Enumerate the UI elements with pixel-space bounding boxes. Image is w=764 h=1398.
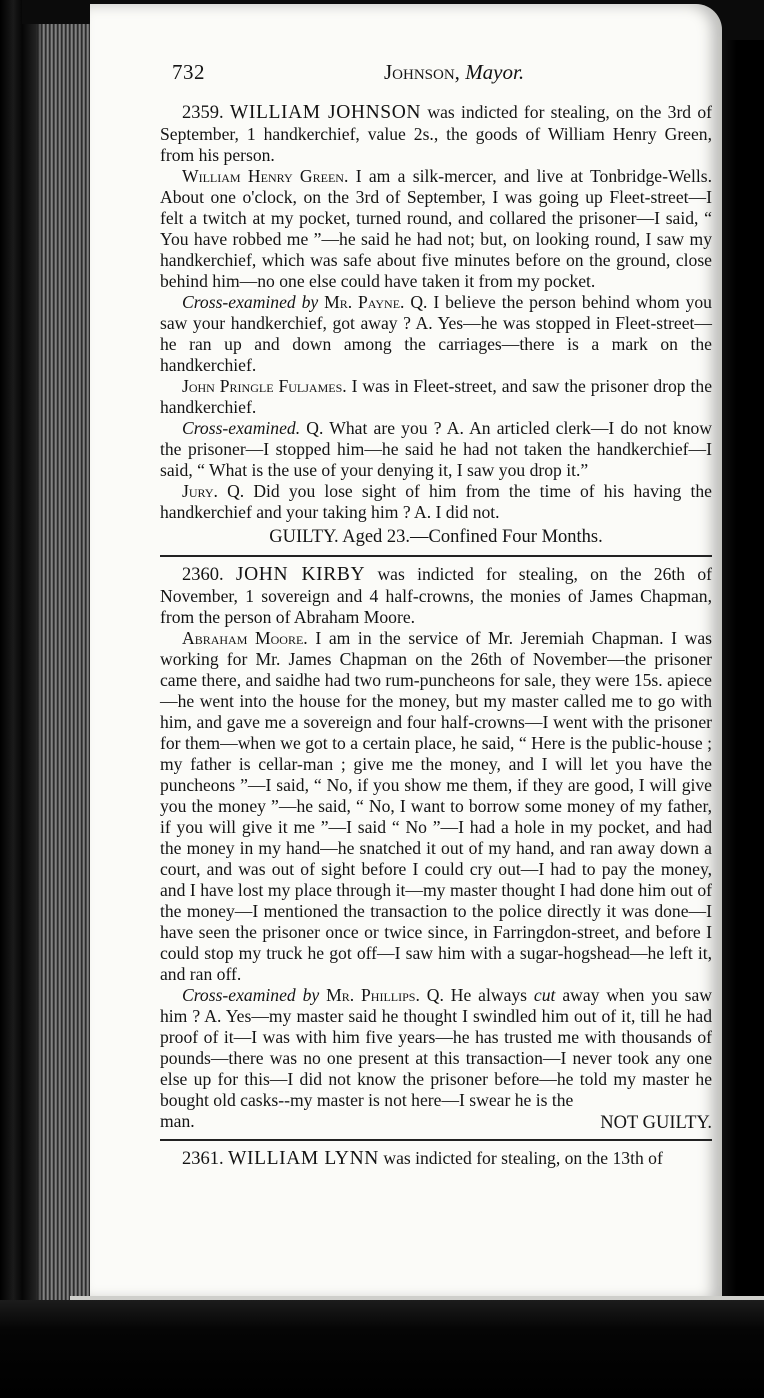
- cross-exam-paragraph: [160, 985, 712, 1111]
- indictment-text: was indicted for stealing, on the 13th of: [383, 1148, 663, 1168]
- bottom-shadow: [0, 1300, 764, 1398]
- page-content: [160, 60, 712, 1170]
- testimony-text: Q. He always: [426, 985, 528, 1005]
- defendant-name: WILLIAM JOHNSON: [229, 102, 422, 123]
- testimony-text: I am in the service of Mr. Jeremiah Chapman. I was working for Mr. James Chapman on the 26th of November—the prisoner came there, and saidhe had two rum-puncheons for sale, they were 15s. apiece—he went into the house for the money, but my master called me to go with him, and gave me a sovereign and four half-crowns—I went with the prisoner for them—when we got to a certain place, he said, “ Here is the public-house ; my father is cellar-man ; give me the money, and I will let you have the puncheons ”—I said, “ No, if you show me them, if they are good, I will give you the money ”—he said, “ No, I want to borrow some money of my father, if you will give it me ”—I said “ No ”—I had a hole in my pocket, and had the money in my hand—he snatched it out of my hand, and ran away down a court, and was out of sight before I could cry out—I had to pay the money, and I have lost my place through it—my master thought I had done him out of the money—I mentioned the transaction to the police directly it was done—I have seen the prisoner once or twice since, in Farringdon-street, and before I could stop my truck he got off—I saw him with a sugar-hogshead—he left it, and ran off.: [160, 628, 712, 984]
- running-head: [384, 60, 524, 85]
- section-divider: [160, 1139, 712, 1141]
- emphasis-word: cut: [533, 985, 556, 1005]
- final-line: [160, 1111, 712, 1135]
- cross-exam-label: Cross-examined.: [182, 418, 301, 438]
- jury-paragraph: [160, 481, 712, 523]
- case-2360-heading: [160, 564, 712, 628]
- cross-exam-label: Cross-examined by: [182, 985, 320, 1005]
- witness-name: Abraham Moore.: [182, 628, 308, 648]
- case-2361-heading: [160, 1148, 712, 1170]
- indictment-text: was indicted for stealing, on the 26th of November, 1 sovereign and 4 half-crowns, the monies of James Chapman, from the person of Abraham Moore.: [160, 564, 712, 627]
- case-number: 2360.: [182, 565, 224, 585]
- running-head-name: Johnson,: [384, 60, 460, 84]
- testimony-text: man.: [160, 1111, 195, 1131]
- witness-name: John Pringle Fuljames.: [182, 376, 347, 396]
- testimony-text: Q. What are you ? A. An articled clerk—I do not know the prisoner—I stopped him—he said he had not taken the handkerchief—I said, “ What is the use of your denying it, I saw you drop it.”: [160, 418, 712, 480]
- right-shadow: [718, 40, 764, 1300]
- testimony-text: I was in Fleet-street, and saw the prisoner drop the handkerchief.: [160, 376, 713, 417]
- counsel-name: Mr. Phillips.: [326, 985, 420, 1005]
- defendant-name: WILLIAM LYNN: [228, 1148, 379, 1169]
- book-binding: [0, 0, 22, 1398]
- testimony-text: Q. Did you lose sight of him from the time of his having the handkerchief and your taking him ? A. I did not.: [160, 481, 712, 522]
- testimony-text: I am a silk-mercer, and live at Tonbridge-Wells. About one o'clock, on the 3rd of September, I was going up Fleet-street—I felt a twitch at my pocket, turned round, and collared the prisoner—I said, “ You have robbed me ”—he said he had not; but, on looking round, I saw my handkerchief, which was safe about five minutes before on the ground, close behind him—no one else could have taken it from my pocket.: [160, 166, 712, 291]
- case-number: 2361.: [182, 1149, 224, 1169]
- defendant-name: JOHN KIRBY: [235, 564, 366, 585]
- testimony-paragraph: [160, 628, 712, 985]
- cross-exam-paragraph: [160, 418, 712, 481]
- jury-label: Jury.: [182, 481, 218, 501]
- section-divider: [160, 555, 712, 557]
- testimony-paragraph: [160, 166, 712, 292]
- page-number: 732: [172, 60, 205, 84]
- running-head-title: Mayor.: [465, 60, 525, 84]
- verdict: GUILTY. Aged 23.—Confined Four Months.: [269, 527, 603, 547]
- indictment-text: was indicted for stealing, on the 3rd of September, 1 handkerchief, value 2s., the goods of William Henry Green, from his person.: [160, 102, 713, 165]
- page-edges-shadow: [22, 24, 42, 1306]
- counsel-name: Mr. Payne.: [324, 292, 405, 312]
- verdict: NOT GUILTY.: [600, 1113, 712, 1133]
- witness-name: William Henry Green.: [182, 166, 349, 186]
- testimony-text: Q. I believe the person behind whom you saw your handkerchief, got away ? A. Yes—he was stopped in Fleet-street—he ran up and down among the carriages—there is a mark on the handkerchief.: [160, 292, 712, 375]
- case-2359-heading: [160, 102, 712, 166]
- testimony-text: away when you saw him ? A. Yes—my master said he thought I swindled him out of it, till he had proof of it—I was with him five years—he has trusted me with thousands of pounds—there was no one present at this transaction—I never took any one else up for this—I did not know the prisoner before—he told my master he bought old casks--my master is not here—I swear he is the: [160, 985, 712, 1110]
- cross-exam-paragraph: [160, 292, 712, 376]
- cross-exam-label: Cross-examined by: [182, 292, 319, 312]
- case-number: 2359.: [182, 103, 224, 123]
- running-header: [160, 60, 712, 94]
- testimony-paragraph: [160, 376, 712, 418]
